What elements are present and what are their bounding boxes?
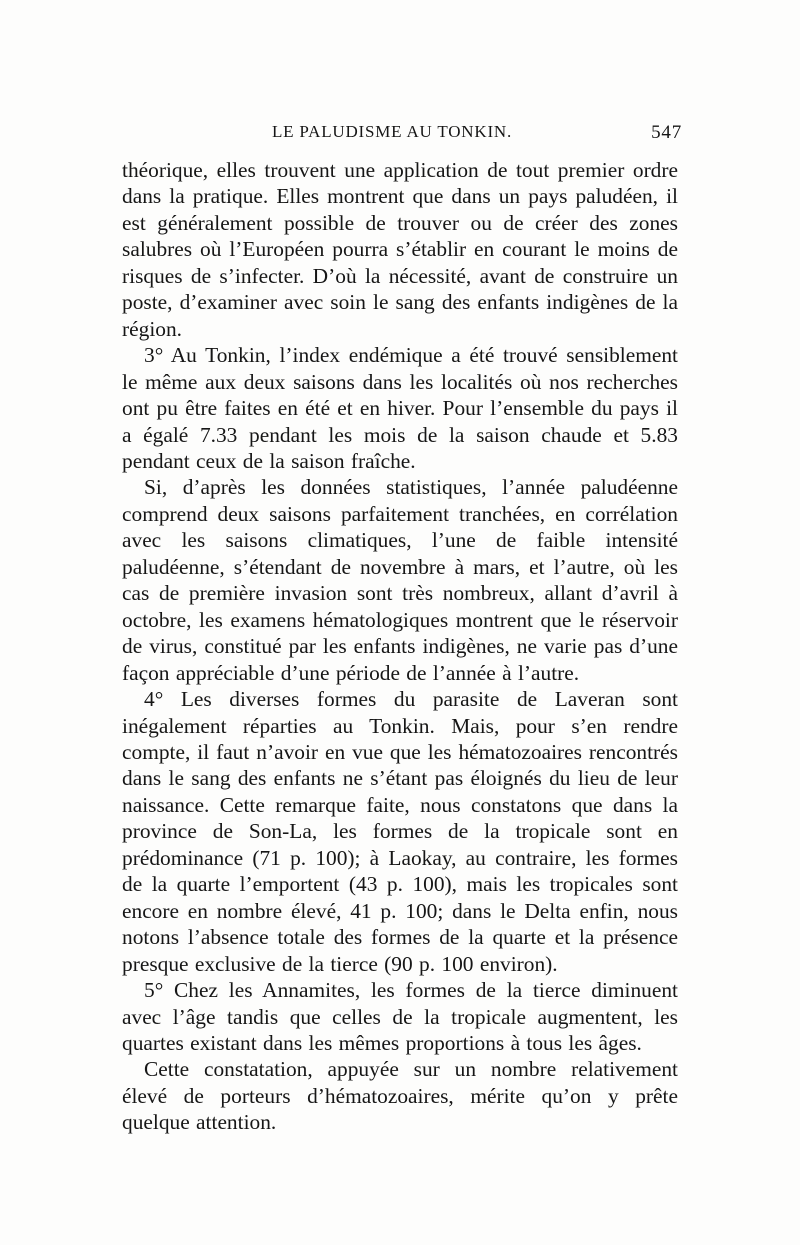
paragraph-point-5: 5° Chez les Annamites, les formes de la tierce diminuent avec l’âge tandis que celles de la tropicale augmentent, les quartes existant dans les mêmes proportions à tous les âges. xyxy=(122,978,678,1055)
paragraph-continuation: théorique, elles trouvent une application de tout premier ordre dans la pratique. Elles montrent que dans un pays paludéen, il est généralement possible de trouver ou de créer des zones salubres où l’Européen pourra s’établir en courant le moins de risques de s’infecter. D’où la nécessité, avant de construire un poste, d’examiner avec soin le sang des enfants indigènes de la région. xyxy=(122,158,678,341)
paragraph-point-4: 4° Les diverses formes du parasite de Laveran sont inégalement réparties au Tonkin. Mais, pour s’en rendre compte, il faut n’avoir en vue que les hématozoaires rencontrés dans le sang des enfants ne s’étant pas éloignés du lieu de leur naissance. Cette remarque faite, nous constatons que dans la province de Son-La, les formes de la tropicale sont en prédominance (71 p. 100); à Laokay, au contraire, les formes de la quarte l’emportent (43 p. 100), mais les tropicales sont encore en nombre élevé, 41 p. 100; dans le Delta enfin, nous notons l’absence totale des formes de la quarte et la présence presque exclusive de la tierce (90 p. 100 environ). xyxy=(122,687,678,976)
running-title: LE PALUDISME AU TONKIN. xyxy=(272,122,513,141)
paragraph-seasons: Si, d’après les données statistiques, l’année paludéenne comprend deux saisons parfaitement tranchées, en corrélation avec les saisons climatiques, l’une de faible intensité paludéenne, s’étendant de novembre à mars, et l’autre, où les cas de première invasion sont très nombreux, allant d’avril à octobre, les examens hématologiques montrent que le réservoir de virus, constitué par les enfants indigènes, ne varie pas d’une façon appréciable d’une période de l’année à l’autre. xyxy=(122,475,678,685)
running-head xyxy=(122,122,682,148)
paragraph-conclusion: Cette constatation, appuyée sur un nombre relativement élevé de porteurs d’hématozoaires, mérite qu’on y prête quelque attention. xyxy=(122,1057,678,1135)
paragraph-point-3: 3° Au Tonkin, l’index endémique a été trouvé sensiblement le même aux deux saisons dans les localités où nos recherches ont pu être faites en été et en hiver. Pour l’ensemble du pays il a égalé 7.33 pendant les mois de la saison chaude et 5.83 pendant ceux de la saison fraîche. xyxy=(122,343,678,473)
page-number: 547 xyxy=(651,122,682,143)
body-text xyxy=(122,157,678,1136)
